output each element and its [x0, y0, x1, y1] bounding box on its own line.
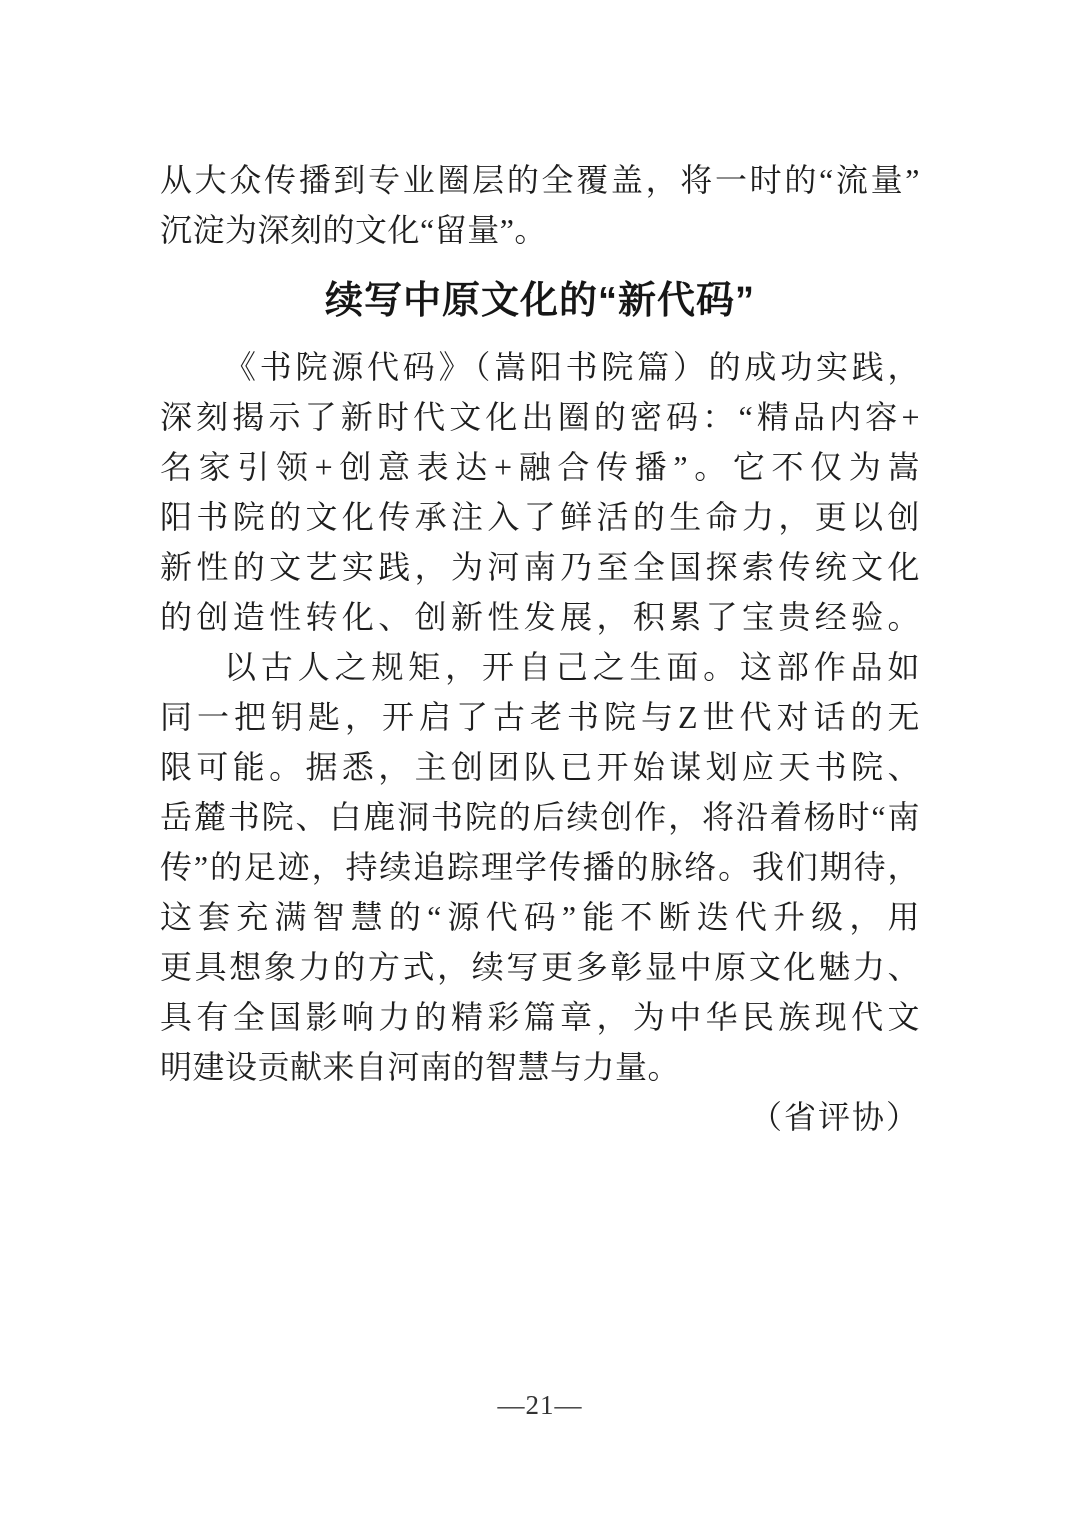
paragraph-line: 更具想象力的方式，续写更多彰显中原文化魅力、 — [160, 949, 920, 985]
article-body — [160, 155, 920, 1142]
page-number: —21— — [497, 1390, 583, 1420]
intro-line: 沉淀为深刻的文化“留量”。 — [160, 212, 547, 248]
paragraph-line: 的创造性转化、创新性发展，积累了宝贵经验。 — [160, 599, 920, 635]
paragraph-line: 具有全国影响力的精彩篇章，为中华民族现代文 — [160, 999, 920, 1035]
paragraph-line: 同一把钥匙，开启了古老书院与Z世代对话的无 — [160, 699, 920, 735]
paragraph-line: 以古人之规矩，开自己之生面。这部作品如 — [224, 649, 920, 685]
section-heading: 续写中原文化的“新代码” — [324, 280, 755, 322]
paragraph-line: 名家引领+创意表达+融合传播”。它不仅为嵩 — [160, 449, 920, 485]
paragraph-line: 传”的足迹，持续追踪理学传播的脉络。我们期待， — [160, 849, 920, 885]
paragraph-line: 限可能。据悉，主创团队已开始谋划应天书院、 — [160, 749, 920, 785]
paragraph-line: 明建设贡献来自河南的智慧与力量。 — [160, 1049, 681, 1085]
paragraph-line: 新性的文艺实践，为河南乃至全国探索传统文化 — [160, 549, 920, 585]
paragraph-line: 深刻揭示了新时代文化出圈的密码：“精品内容+ — [160, 399, 920, 435]
paragraph-line: 阳书院的文化传承注入了鲜活的生命力，更以创 — [160, 499, 920, 535]
paragraph-line: 《书院源代码》（嵩阳书院篇）的成功实践， — [224, 349, 920, 385]
attribution: （省评协） — [749, 1099, 920, 1135]
paragraph-line: 这套充满智慧的“源代码”能不断迭代升级，用 — [160, 899, 920, 935]
paragraph-line: 岳麓书院、白鹿洞书院的后续创作，将沿着杨时“南 — [160, 799, 920, 835]
intro-line: 从大众传播到专业圈层的全覆盖，将一时的“流量” — [160, 162, 920, 198]
